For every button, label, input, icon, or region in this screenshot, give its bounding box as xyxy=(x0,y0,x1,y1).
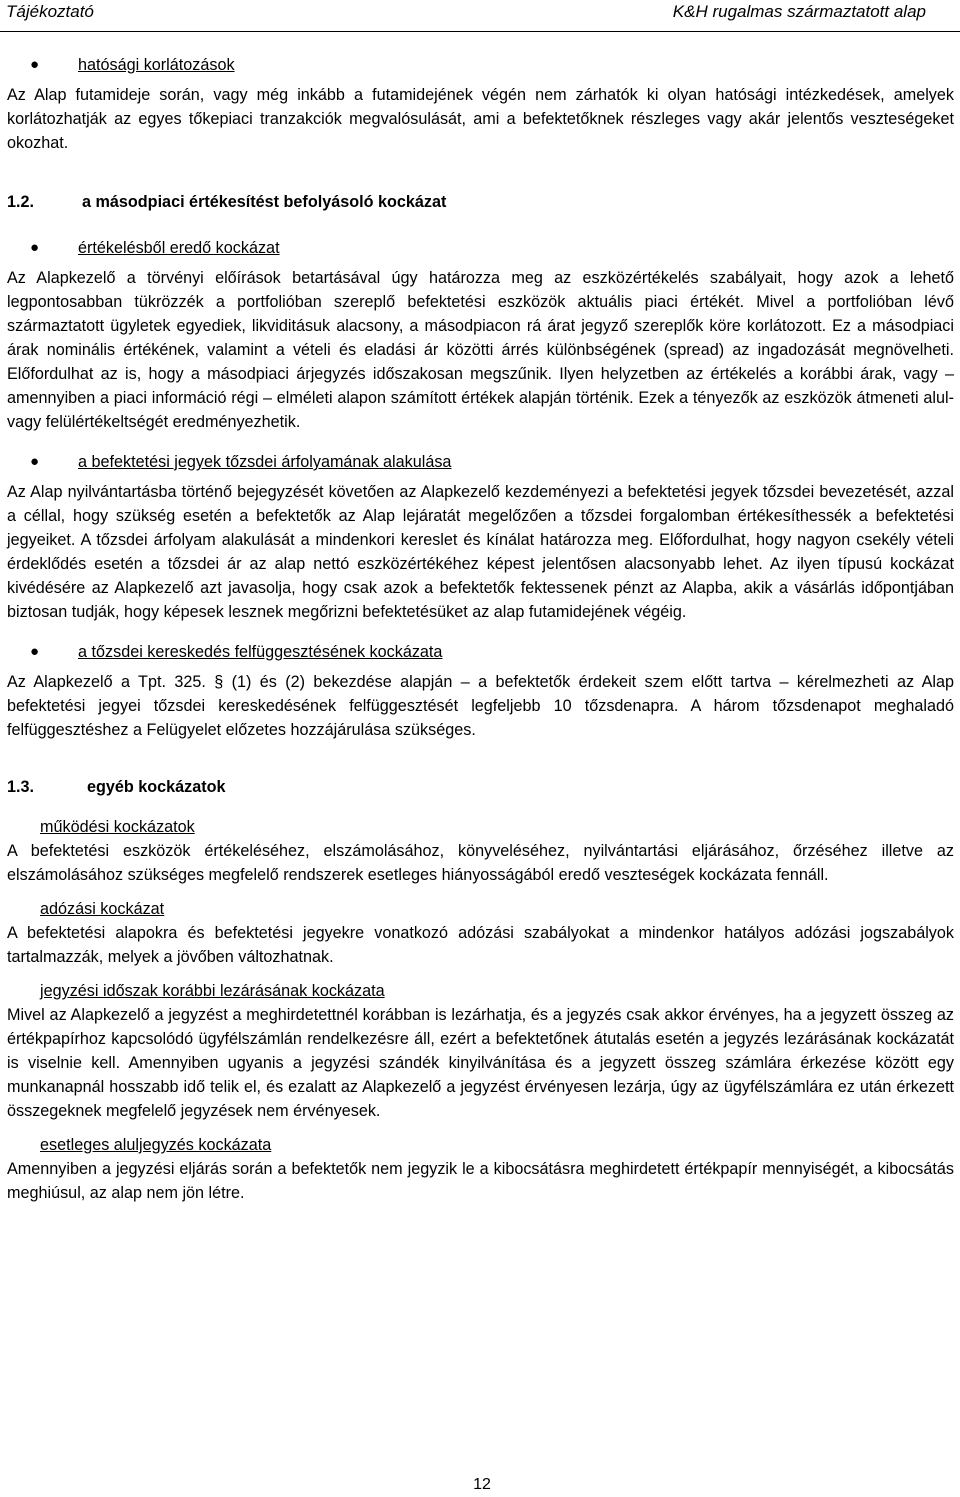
subsection-title: adózási kockázat xyxy=(40,900,165,918)
bullet-item xyxy=(7,53,954,77)
section-number: 1.3. xyxy=(7,778,35,796)
subsection-title: esetleges aluljegyzés kockázata xyxy=(40,1136,272,1154)
page-footer xyxy=(0,1476,960,1494)
header-fund-name: K&H rugalmas származtatott alap xyxy=(672,2,926,21)
bullet-icon: ● xyxy=(30,453,40,470)
paragraph: Amennyiben a jegyzési eljárás során a befektetők nem jegyzik le a kibocsátásra meghirdetett értékpapír mennyiségét, a kibocsátás meghiúsul, az alap nem jön létre. xyxy=(7,1160,954,1202)
paragraph: Az Alap futamideje során, vagy még inkább a futamidejének végén nem zárhatók ki olyan hatósági intézkedések, amelyek korlátozhatják az egyes tőkepiaci tranzakciók megvalósulását, ami a befektetőknek részleges vagy akár jelentős veszteségeket okozhat. xyxy=(7,86,954,152)
bullet-heading: a tőzsdei kereskedés felfüggesztésének kockázata xyxy=(78,643,443,661)
bullet-item xyxy=(7,236,954,260)
paragraph: Az Alapkezelő a törvényi előírások betartásával úgy határozza meg az eszközértékelés szabályait, hogy azok a lehető legpontosabban tükrözzék a portfolióban szereplő befektetési eszközök aktuális piaci értékét. Mivel a portfolióban lévő származtatott ügyletek egyediek, likviditásuk alacsony, a másodpiacon rá árat jegyző szereplők köre korlátozott. Ez a másodpiaci árak nominális értékének, valamint a vételi és eladási ár közötti árrés különbségének (spread) az ingadozását megnövelheti. Előfordulhat az is, hogy a másodpiaci árjegyzés időszakosan megszűnik. Ilyen helyzetben az értékelés a korábbi árak, vagy – amennyiben a piaci információ régi – elméleti alapon számított értékek alapján történik. Ezek a tényezők az eszközök átmeneti alul- vagy felülértékeltségét eredményezhetik. xyxy=(7,269,954,431)
bullet-icon: ● xyxy=(30,643,40,660)
bullet-heading: a befektetési jegyek tőzsdei árfolyamának alakulása xyxy=(78,453,452,471)
section-heading xyxy=(7,190,954,214)
subsection-heading xyxy=(7,979,954,1003)
section-number: 1.2. xyxy=(7,193,35,211)
paragraph: Az Alapkezelő a Tpt. 325. § (1) és (2) bekezdése alapján – a befektetők érdekeit szem előtt tartva – kérelmezheti az Alap befektetési jegyei tőzsdei kereskedésének felfüggesztését legfeljebb 10 tőzsdenapra. A három tőzsdenapot meghaladó felfüggesztéshez a Felügyelet előzetes hozzájárulása szükséges. xyxy=(7,673,954,739)
bullet-icon: ● xyxy=(30,56,40,73)
header-doc-type: Tájékoztató xyxy=(6,2,94,21)
paragraph: Mivel az Alapkezelő a jegyzést a meghirdetettnél korábban is lezárhatja, és a jegyzés csak akkor érvényes, ha a jegyzett összeg az értékpapírhoz kapcsolódó ügyfélszámlán rendelkezésre áll, ezért a befektetőnek átutalás esetén a jegyzés lezárásának kockázatát is viselnie kell. Amennyiben ugyanis a jegyzési szándék kinyilvánítása és a jegyzett összeg számlára érkezése között egy munkanapnál hosszabb idő telik el, és ezalatt az Alapkezelő a jegyzést érvényesen lezárja, úgy az ügyfélszámlára ez után érkezett összegeknek megfelelő jegyzések nem érvényesek. xyxy=(7,1006,954,1120)
subsection-title: jegyzési időszak korábbi lezárásának kockázata xyxy=(40,982,385,1000)
page-header xyxy=(0,0,960,32)
paragraph: A befektetési eszközök értékeléséhez, elszámolásához, könyveléséhez, nyilvántartási eljárásához, őrzéséhez illetve az elszámolásához szükséges megfelelő rendszerek esetleges hiányosságából eredő veszteségek kockázata fennáll. xyxy=(7,842,954,884)
subsection-heading xyxy=(7,815,954,839)
page-number: 12 xyxy=(473,1476,491,1493)
subsection-heading xyxy=(7,897,954,921)
bullet-item xyxy=(7,640,954,664)
section-heading xyxy=(7,775,954,799)
paragraph: A befektetési alapokra és befektetési jegyekre vonatkozó adózási szabályokat a mindenkor hatályos adózási jogszabályok tartalmazzák, melyek a jövőben változhatnak. xyxy=(7,924,954,966)
subsection-heading xyxy=(7,1133,954,1157)
bullet-item xyxy=(7,450,954,474)
subsection-title: működési kockázatok xyxy=(40,818,195,836)
bullet-heading: értékelésből eredő kockázat xyxy=(78,239,280,257)
page-content xyxy=(7,53,954,1205)
bullet-heading: hatósági korlátozások xyxy=(78,56,235,74)
section-title: egyéb kockázatok xyxy=(87,778,226,796)
bullet-icon: ● xyxy=(30,239,40,256)
paragraph: Az Alap nyilvántartásba történő bejegyzését követően az Alapkezelő kezdeményezi a befektetési jegyek tőzsdei bevezetését, azzal a céllal, hogy szükség esetén a befektetők az Alap lejáratát megelőzően a tőzsdei forgalomban értékesíthessék a befektetési jegyeiket. A tőzsdei árfolyam alakulását a mindenkori kereslet és kínálat határozza meg. Előfordulhat, hogy nagyon csekély vételi érdeklődés esetén a tőzsdei ár az alap nettó eszközértékéhez képest jelentősen alacsonyabb lehet. Az ilyen típusú kockázat kivédésére az Alapkezelő azt javasolja, hogy csak azok a befektetők fektessenek pénzt az Alapba, akik a vásárlás időpontjában biztosan tudják, hogy képesek lesznek megőrizni befektetésüket az alap futamidejének végéig. xyxy=(7,483,954,621)
section-title: a másodpiaci értékesítést befolyásoló kockázat xyxy=(82,193,447,211)
